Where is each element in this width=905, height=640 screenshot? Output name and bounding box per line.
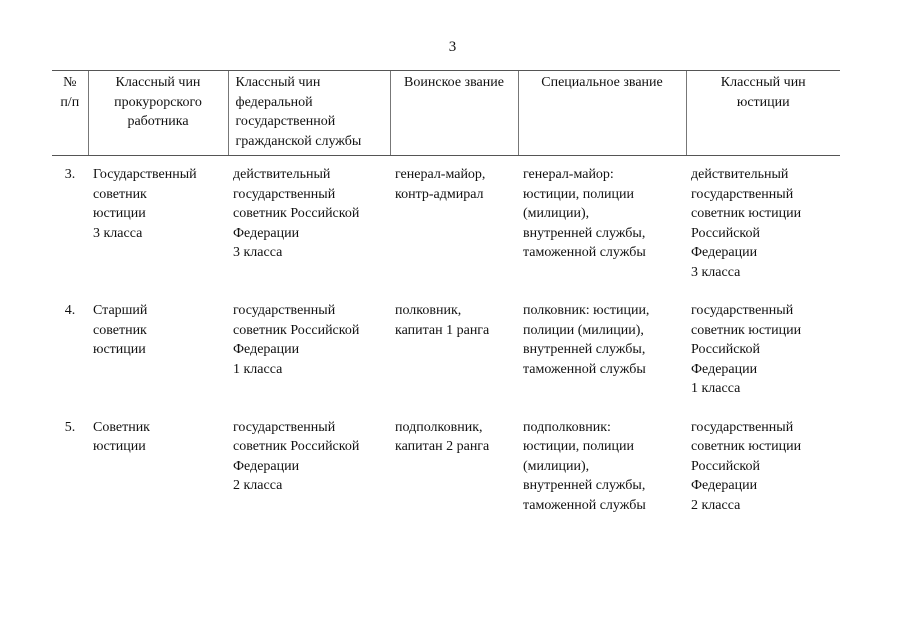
cell-line: капитан 1 ранга [395, 322, 490, 338]
header-special-rank [518, 71, 686, 156]
header-line: федеральной [235, 94, 313, 110]
cell-line: государственный [233, 303, 336, 318]
cell-line: 3 класса [93, 225, 143, 241]
cell-line: советник [93, 186, 147, 202]
cell-line: полиции (милиции), [523, 322, 644, 338]
header-prosecutor-rank [88, 71, 228, 156]
cell-line: Федерации [691, 478, 758, 493]
cell-line: Федерации [691, 361, 758, 377]
cell-line: советник Российской [233, 439, 360, 454]
cell-line: генерал-майор, [395, 167, 486, 182]
cell-line: советник юстиции [691, 439, 802, 454]
cell-line: юстиции [93, 439, 146, 454]
rank-correspondence-table [52, 70, 840, 515]
header-line: Специальное звание [541, 75, 663, 90]
header-line: государственной [235, 114, 336, 129]
cell-line: 1 класса [691, 381, 741, 396]
prosecutor-rank-cell [88, 156, 228, 283]
cell-line: Федерации [233, 225, 300, 241]
cell-line: Федерации [691, 245, 758, 260]
cell-line: Старший [93, 303, 148, 318]
civil-service-rank-cell [228, 282, 390, 399]
cell-line: действительный [233, 167, 331, 182]
justice-rank-cell [686, 399, 840, 516]
header-justice-rank [686, 71, 840, 156]
header-line: прокурорского [114, 94, 202, 110]
cell-line: капитан 2 ранга [395, 439, 490, 454]
header-line: гражданской службы [235, 133, 362, 149]
header-number [52, 71, 88, 156]
cell-line: таможенной службы [523, 361, 646, 377]
prosecutor-rank-cell [88, 282, 228, 399]
cell-line: Российской [691, 225, 760, 241]
header-line: Классный чин [115, 75, 201, 90]
cell-line: подполковник, [395, 419, 483, 435]
cell-line: Российской [691, 342, 760, 357]
cell-line: действительный [691, 167, 789, 182]
civil-service-rank-cell [228, 399, 390, 516]
table-row [52, 399, 840, 516]
cell-line: 2 класса [233, 478, 283, 493]
row-number-cell: 3. [64, 167, 76, 182]
justice-rank-cell [686, 282, 840, 399]
civil-service-rank-cell [228, 156, 390, 283]
header-line: № [63, 75, 77, 90]
cell-line: юстиции [93, 206, 146, 221]
cell-line: 3 класса [691, 264, 741, 280]
header-row [52, 71, 840, 156]
cell-line: государственный [233, 419, 336, 435]
special-rank-cell [518, 399, 686, 516]
cell-line: юстиции, полиции [523, 439, 635, 454]
cell-line: 2 класса [691, 497, 741, 513]
cell-line: контр-адмирал [395, 186, 484, 202]
cell-line: полковник: юстиции, [523, 303, 650, 318]
special-rank-cell [518, 156, 686, 283]
page-number: 3 [448, 39, 457, 55]
cell-line: юстиции [93, 342, 146, 357]
cell-line: советник Российской [233, 322, 360, 338]
cell-line: полковник, [395, 303, 462, 318]
table-body [52, 156, 840, 516]
cell-line: внутренней службы, [523, 342, 646, 357]
cell-line: генерал-майор: [523, 167, 614, 182]
table-header [52, 71, 840, 156]
header-line: Классный чин [720, 75, 806, 90]
cell-line: (милиции), [523, 206, 590, 221]
cell-line: 3 класса [233, 245, 283, 260]
military-rank-cell [390, 282, 518, 399]
justice-rank-cell [686, 156, 840, 283]
cell-line: внутренней службы, [523, 478, 646, 493]
header-line: работника [127, 114, 189, 129]
table-row [52, 282, 840, 399]
cell-line: советник [93, 322, 147, 338]
cell-line: Советник [93, 419, 150, 435]
cell-line: советник юстиции [691, 206, 802, 221]
cell-line: подполковник: [523, 419, 611, 435]
header-line: п/п [60, 94, 80, 110]
header-line: юстиции [736, 94, 790, 110]
cell-line: Федерации [233, 458, 300, 474]
cell-line: таможенной службы [523, 497, 646, 513]
prosecutor-rank-cell [88, 399, 228, 516]
cell-line: юстиции, полиции [523, 186, 635, 202]
cell-line: советник юстиции [691, 322, 802, 338]
cell-line: таможенной службы [523, 245, 646, 260]
row-number-cell: 5. [64, 419, 76, 435]
special-rank-cell [518, 282, 686, 399]
cell-line: внутренней службы, [523, 225, 646, 241]
cell-line: государственный [233, 186, 336, 202]
cell-line: советник Российской [233, 206, 360, 221]
cell-line: Государственный [93, 167, 197, 182]
cell-line: государственный [691, 419, 794, 435]
cell-line: Российской [691, 458, 760, 474]
row-number-cell: 4. [64, 303, 76, 318]
cell-line: Федерации [233, 342, 300, 357]
military-rank-cell [390, 156, 518, 283]
header-line: Воинское звание [404, 75, 504, 90]
header-military-rank [390, 71, 518, 156]
cell-line: государственный [691, 303, 794, 318]
cell-line: (милиции), [523, 458, 590, 474]
header-civil-service-rank [228, 71, 390, 156]
cell-line: государственный [691, 186, 794, 202]
military-rank-cell [390, 399, 518, 516]
header-line: Классный чин [235, 75, 321, 90]
rank-correspondence-table-container [52, 70, 840, 515]
cell-line: 1 класса [233, 361, 283, 377]
table-row [52, 156, 840, 283]
